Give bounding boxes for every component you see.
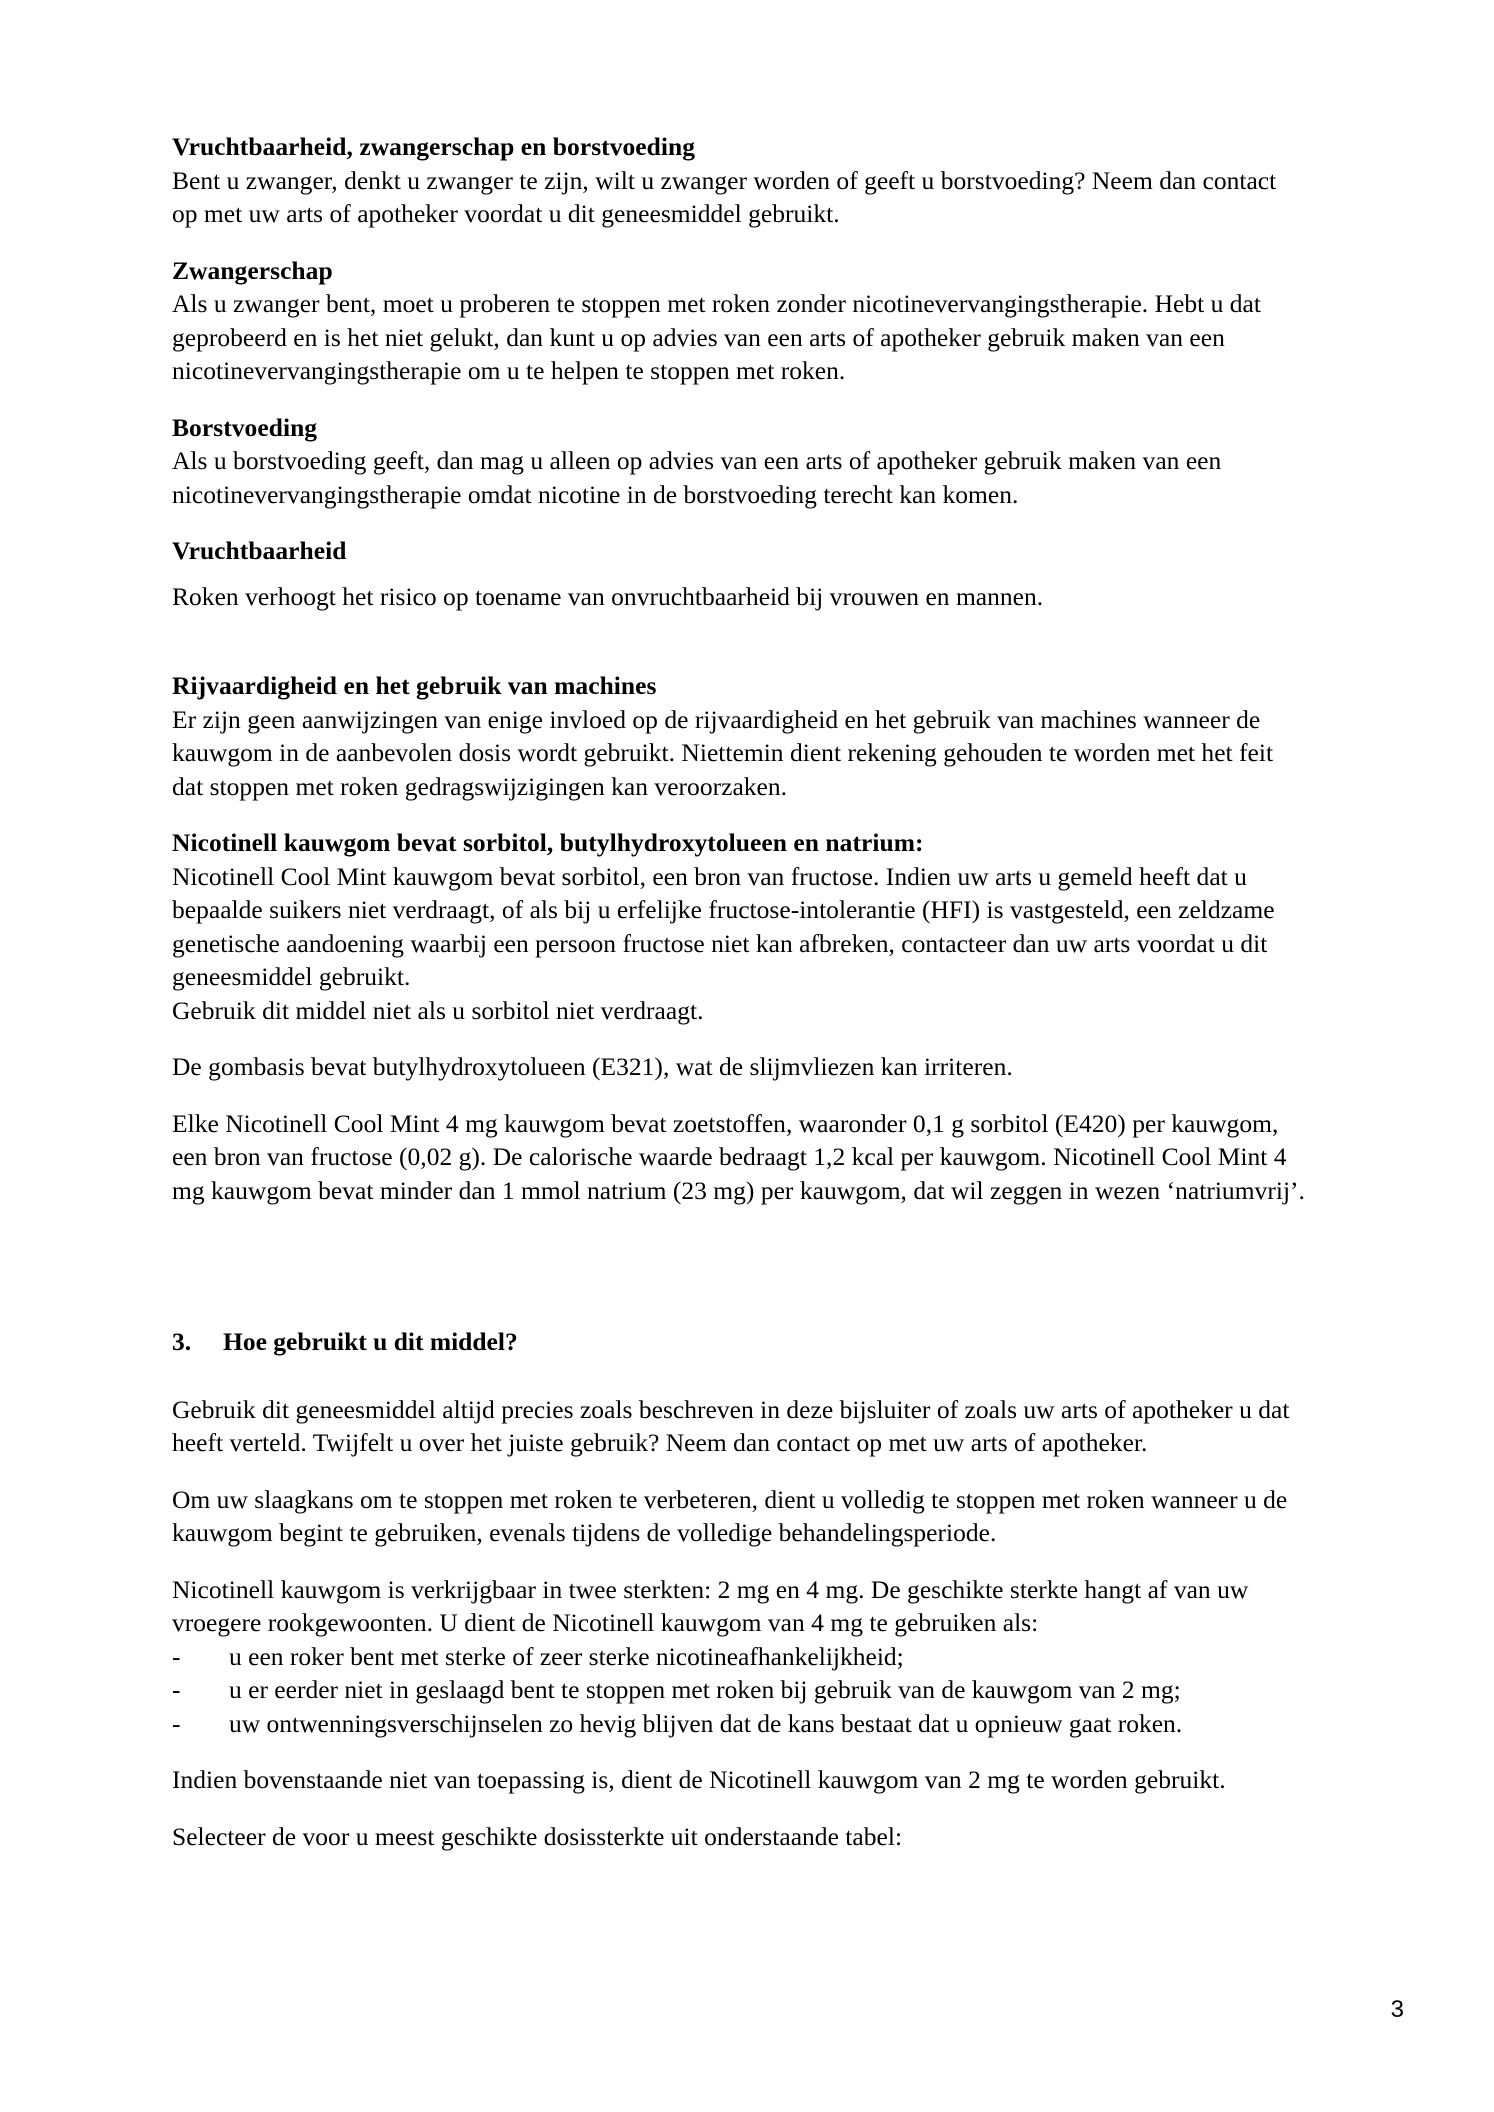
heading-bevat-sorbitol-butylhydroxytolueen-natrium: Nicotinell kauwgom bevat sorbitol, butylhydroxytolueen en natrium:	[172, 828, 924, 857]
list-item	[172, 1640, 1308, 1674]
dash-bullet-marker: -	[172, 1641, 181, 1671]
heading-rijvaardigheid-en-machines: Rijvaardigheid en het gebruik van machines	[172, 671, 657, 700]
list-item-label: u een roker bent met sterke of zeer sterke nicotineafhankelijkheid;	[229, 1641, 904, 1671]
dash-bullet-marker: -	[172, 1675, 181, 1704]
spacer	[172, 1027, 1308, 1050]
paragraph-borstvoeding: Als u borstvoeding geeft, dan mag u alleen op advies van een arts of apotheker gebruik maken van een nicotinevervangingstherapie omdat nicotine in de borstvoeding terecht kan komen.	[172, 446, 1222, 509]
subsection-zwangerschap	[172, 254, 1308, 388]
paragraph-sorbitol-waarschuwing: Gebruik dit middel niet als u sorbitol niet verdraagt.	[172, 995, 704, 1025]
list-item	[172, 1673, 1308, 1707]
section-fertility-pregnancy-breastfeeding	[172, 130, 1308, 231]
spacer	[172, 1740, 1308, 1763]
paragraph-zoetstoffen-natrium: Elke Nicotinell Cool Mint 4 mg kauwgom bevat zoetstoffen, waaronder 0,1 g sorbitol (E420) per kauwgom, een bron van fructose (0,02 g). De calorische waarde bedraagt 1,2 kcal per kauwgom. Nicotinell Cool Mint 4 mg kauwgom bevat minder dan 1 mmol natrium (23 mg) per kauwgom, dat wil zeggen in wezen ‘natriumvrij’.	[172, 1108, 1305, 1205]
paragraph-sorbitol-fructose: Nicotinell Cool Mint kauwgom bevat sorbitol, een bron van fructose. Indien uw arts u gemeld heeft dat u bepaalde suikers niet verdraagt, of als bij u erfelijke fructose-intolerantie (HFI) is vastgesteld, een zeldzame genetische aandoening waarbij een persoon fructose niet kan afbreken, contacteer dan uw arts voordat u dit geneesmiddel gebruikt.	[172, 861, 1275, 991]
spacer	[172, 511, 1308, 534]
list-item	[172, 1707, 1308, 1741]
spacer	[172, 231, 1308, 254]
heading-vruchtbaarheid-zwangerschap-borstvoeding: Vruchtbaarheid, zwangerschap en borstvoeding	[172, 132, 696, 161]
paragraph-sterkten-2mg-4mg: Nicotinell kauwgom is verkrijgbaar in twee sterkten: 2 mg en 4 mg. De geschikte sterkte hangt af van uw vroegere rookgewoonten. U dient de Nicotinell kauwgom van 4 mg te gebruiken als:	[172, 1574, 1249, 1637]
spacer	[172, 568, 1308, 580]
section-hulpstoffen	[172, 826, 1308, 1027]
spacer	[172, 1084, 1308, 1107]
paragraph-fertility-intro: Bent u zwanger, denkt u zwanger te zijn, wilt u zwanger worden of geeft u borstvoeding? Neem dan contact op met uw arts of apotheker voordat u dit geneesmiddel gebruikt.	[172, 165, 1277, 228]
subsection-vruchtbaarheid	[172, 534, 1308, 613]
subsection-borstvoeding	[172, 411, 1308, 512]
spacer	[172, 803, 1308, 826]
paragraph-slaagkans-stoppen: Om uw slaagkans om te stoppen met roken te verbeteren, dient u volledig te stoppen met roken wanneer u de kauwgom begint te gebruiken, evenals tijdens de volledige behandelingsperiode.	[172, 1484, 1288, 1547]
paragraph-selecteer-dosissterkte: Selecteer de voor u meest geschikte dosissterkte uit onderstaande tabel:	[172, 1821, 903, 1851]
paragraph-zwangerschap: Als u zwanger bent, moet u proberen te stoppen met roken zonder nicotinevervangingstherapie. Hebt u dat geprobeerd en is het niet gelukt, dan kunt u op advies van een arts of apotheker gebruik maken van een nicotinevervangingstherapie om u te helpen te stoppen met roken.	[172, 289, 1261, 385]
dash-bullet-marker: -	[172, 1708, 181, 1738]
spacer	[172, 1797, 1308, 1820]
spacer	[172, 1550, 1308, 1573]
list-indicaties-4mg	[172, 1640, 1308, 1741]
heading-borstvoeding: Borstvoeding	[172, 412, 318, 442]
paragraph-gombasis-bht: De gombasis bevat butylhydroxytolueen (E321), wat de slijmvliezen kan irriteren.	[172, 1052, 1013, 1081]
paragraph-vruchtbaarheid: Roken verhoogt het risico op toename van onvruchtbaarheid bij vrouwen en mannen.	[172, 581, 1044, 611]
paragraph-rijvaardigheid: Er zijn geen aanwijzingen van enige invloed op de rijvaardigheid en het gebruik van machines wanneer de kauwgom in de aanbevolen dosis wordt gebruikt. Niettemin dient rekening gehouden te worden met het feit dat stoppen met roken gedragswijzigingen kan veroorzaken.	[172, 704, 1274, 801]
spacer	[172, 1359, 1308, 1393]
section-title: Hoe gebruikt u dit middel?	[223, 1327, 518, 1356]
list-item-label: uw ontwenningsverschijnselen zo hevig blijven dat de kans bestaat dat u opnieuw gaat roken.	[229, 1708, 1183, 1738]
heading-vruchtbaarheid: Vruchtbaarheid	[172, 536, 347, 565]
page-content	[172, 130, 1308, 1853]
page-number: 3	[1390, 1996, 1404, 2023]
section-rijvaardigheid-machines	[172, 669, 1308, 803]
spacer	[172, 1207, 1308, 1325]
section-heading-hoe-gebruikt-u-dit-middel	[172, 1325, 1308, 1359]
spacer	[172, 613, 1308, 669]
paragraph-gebruik-zoals-beschreven: Gebruik dit geneesmiddel altijd precies zoals beschreven in deze bijsluiter of zoals uw arts of apotheker u dat heeft verteld. Twijfelt u over het juiste gebruik? Neem dan contact op met uw arts of apotheker.	[172, 1394, 1290, 1457]
list-item-label: u er eerder niet in geslaagd bent te stoppen met roken bij gebruik van de kauwgom van 2 mg;	[229, 1675, 1181, 1704]
spacer	[172, 388, 1308, 411]
paragraph-indien-bovenstaande-niet: Indien bovenstaande niet van toepassing is, dient de Nicotinell kauwgom van 2 mg te worden gebruikt.	[172, 1765, 1226, 1794]
section-number: 3.	[172, 1327, 192, 1356]
spacer	[172, 1460, 1308, 1483]
heading-zwangerschap: Zwangerschap	[172, 255, 333, 285]
